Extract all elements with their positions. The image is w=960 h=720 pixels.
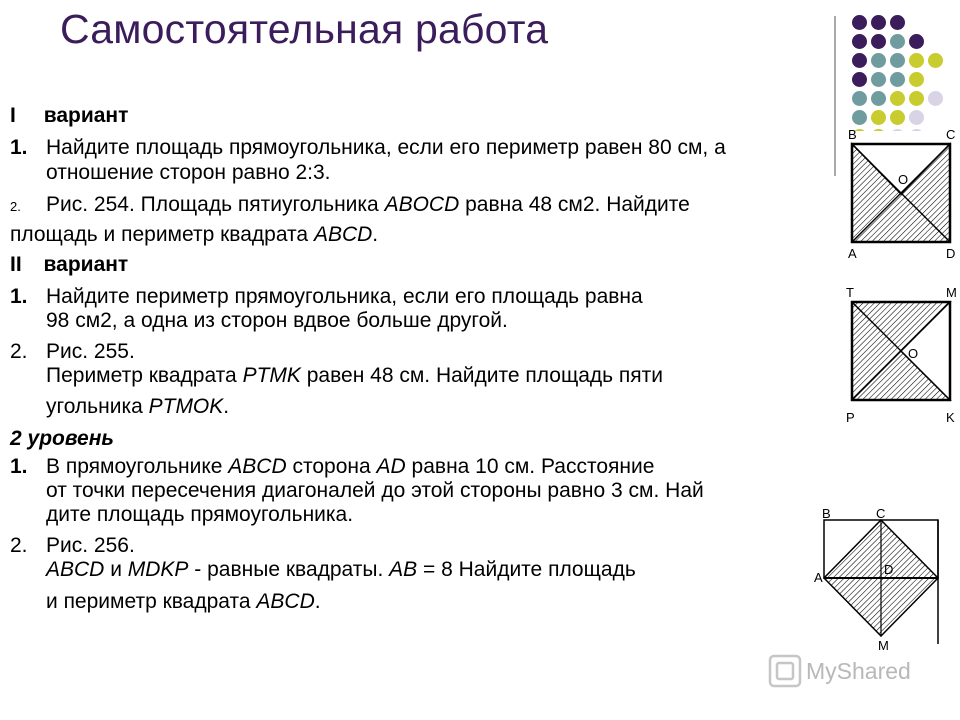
v1-task2-dot: . — [372, 223, 379, 246]
v1-task2-line2 — [10, 223, 378, 248]
l2-task2-sq2: MDKP — [127, 558, 189, 581]
level2-heading: 2 уровень — [10, 427, 114, 450]
decorative-divider — [834, 16, 836, 176]
watermark-logo-icon — [768, 654, 802, 688]
decorative-dot — [890, 15, 905, 30]
v2-task2-dot: . — [223, 395, 230, 418]
l2-task2-dot: . — [314, 590, 321, 613]
decorative-dot — [871, 53, 886, 68]
l2-task2-text-b: = 8 Найдите площадь — [417, 558, 636, 581]
watermark-text: MyShared — [806, 658, 911, 684]
v1-task2-text-b: равна 48 см2. Найдите — [459, 193, 690, 216]
decorative-dot — [852, 110, 867, 125]
decorative-dot — [871, 34, 886, 49]
v2-task1-num: 1. — [10, 285, 28, 308]
l2-task2-sq1: ABCD — [46, 558, 105, 581]
decorative-dot — [852, 34, 867, 49]
fig255-label-o: O — [908, 346, 919, 361]
v1-task2-line1 — [10, 193, 690, 220]
l2-task2-num: 2. — [10, 534, 28, 557]
decorative-dot-grid — [852, 15, 948, 131]
decorative-dot — [909, 110, 924, 125]
v1-task1-line2: отношение сторон равно 2:3. — [46, 161, 331, 184]
v2-task2-pentagon: PTMOK — [148, 395, 224, 418]
fig256-label-a: A — [814, 570, 823, 585]
variant2-heading — [10, 253, 128, 278]
variant2-heading-text: вариант — [43, 253, 129, 276]
figure-255 — [842, 284, 960, 430]
v2-task2-square: PTMK — [242, 364, 301, 387]
fig255-label-p: P — [846, 410, 855, 425]
figure-256 — [812, 508, 946, 656]
decorative-dot — [928, 91, 943, 106]
l2-task1-text-a: В прямоугольнике — [46, 455, 229, 478]
v2-task2-text-c: угольника — [46, 395, 149, 418]
l2-task2-fig: Рис. 256. — [46, 534, 135, 557]
l2-task2-text-a: - равные квадраты. — [188, 558, 390, 581]
v2-task2-line2 — [46, 364, 663, 389]
fig255-label-t: T — [846, 285, 854, 300]
decorative-dot — [852, 72, 867, 87]
variant1-label: I — [10, 104, 16, 127]
decorative-dot — [852, 15, 867, 30]
v1-task2-text-c: площадь и периметр квадрата — [10, 223, 314, 246]
decorative-dot — [890, 91, 905, 106]
l2-task2-text-c: и периметр квадрата — [46, 590, 257, 613]
fig256-label-c: C — [876, 508, 886, 521]
fig254-label-c: C — [946, 127, 956, 142]
l2-task1-line3: дите площадь прямоугольника. — [46, 503, 354, 526]
v1-task2-num: 2. — [10, 199, 21, 214]
v1-task1-line1 — [10, 136, 726, 161]
fig254-label-b: B — [848, 127, 857, 142]
v1-task1-text1: Найдите площадь прямоугольника, если его периметр равен 80 см, а — [46, 136, 726, 159]
l2-task2-line3 — [46, 590, 321, 615]
figure-254 — [842, 124, 960, 264]
l2-task2-ab: AB — [389, 558, 418, 581]
l2-task1-text-c: равна 10 см. Расстояние — [405, 455, 655, 478]
v2-task2-fig: Рис. 255. — [46, 340, 135, 363]
l2-task2-line1 — [10, 534, 135, 559]
decorative-dot — [909, 34, 924, 49]
slide-title: Самостоятельная работа — [60, 6, 549, 52]
fig256-label-m: M — [878, 638, 889, 653]
v1-task2-pentagon: ABOCD — [384, 193, 460, 216]
v2-task2-text-a: Периметр квадрата — [46, 364, 243, 387]
l2-task2-line2 — [46, 558, 636, 583]
l2-task1-num: 1. — [10, 455, 28, 478]
l2-task2-and: и — [104, 558, 128, 581]
decorative-dot — [909, 72, 924, 87]
fig254-label-a: A — [848, 246, 857, 261]
v2-task1-line1 — [10, 285, 643, 310]
decorative-dot — [909, 91, 924, 106]
l2-task1-line1 — [10, 455, 655, 480]
decorative-dot — [928, 53, 943, 68]
v1-task1-num: 1. — [10, 136, 28, 159]
l2-task1-side: AD — [376, 455, 406, 478]
decorative-dot — [871, 15, 886, 30]
l2-task1-text-b: сторона — [286, 455, 377, 478]
decorative-dot — [852, 53, 867, 68]
decorative-dot — [909, 53, 924, 68]
v1-task2-square: ABCD — [313, 223, 373, 246]
decorative-dot — [890, 53, 905, 68]
l2-task1-rect: ABCD — [228, 455, 287, 478]
fig254-label-o: O — [898, 172, 909, 187]
fig256-label-b: B — [822, 508, 831, 521]
v2-task1-text1: Найдите периметр прямоугольника, если его площадь равна — [46, 285, 643, 308]
l2-task1-line2: от точки пересечения диагоналей до этой стороны равно 3 см. Най — [46, 479, 704, 502]
fig254-label-d: D — [946, 246, 956, 261]
decorative-dot — [852, 91, 867, 106]
decorative-dot — [890, 110, 905, 125]
l2-task2-square: ABCD — [256, 590, 315, 613]
v2-task2-text-b: равен 48 см. Найдите площадь пяти — [300, 364, 664, 387]
decorative-dot — [871, 110, 886, 125]
fig255-label-k: K — [946, 410, 955, 425]
decorative-dot — [890, 34, 905, 49]
decorative-dot — [871, 72, 886, 87]
fig255-label-m: M — [946, 285, 957, 300]
v2-task2-num: 2. — [10, 340, 28, 363]
decorative-dot — [890, 72, 905, 87]
variant2-label: II — [10, 253, 22, 276]
variant1-heading-text: вариант — [43, 104, 129, 127]
v2-task1-line2: 98 см2, а одна из сторон вдвое больше другой. — [46, 309, 508, 332]
v2-task2-line3 — [46, 395, 229, 420]
v2-task2-line1 — [10, 340, 135, 365]
decorative-dot — [871, 91, 886, 106]
v1-task2-text-a: Рис. 254. Площадь пятиугольника — [46, 193, 385, 216]
watermark — [768, 654, 911, 693]
fig256-label-d: D — [884, 562, 894, 577]
variant1-heading — [10, 104, 128, 129]
